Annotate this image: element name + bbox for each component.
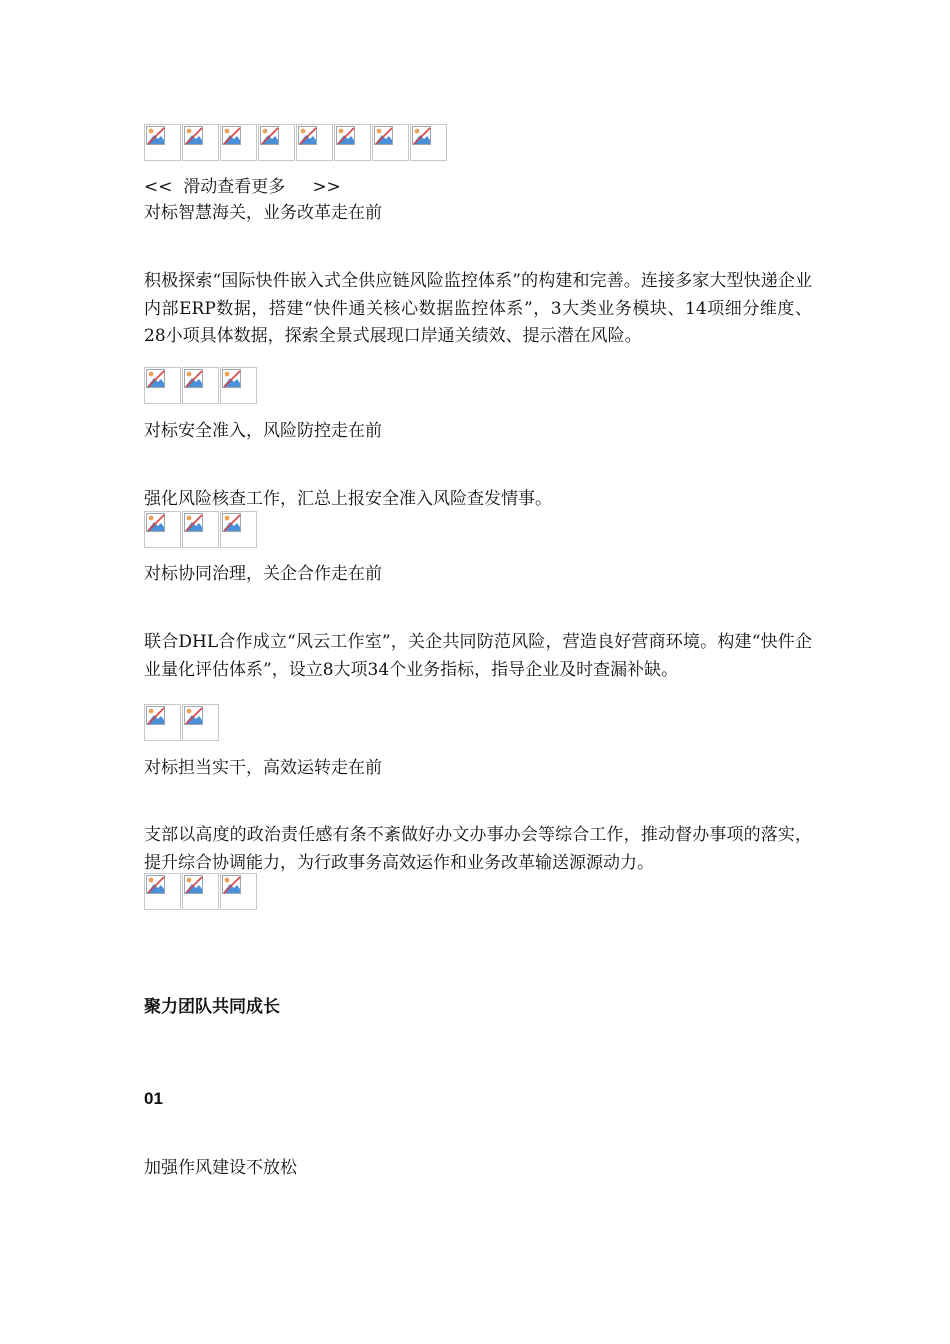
broken-image-icon[interactable] — [372, 124, 409, 161]
broken-image-icon[interactable] — [144, 704, 181, 741]
section-paragraph: 强化风险核查工作，汇总上报安全准入风险查发情事。 — [144, 489, 552, 509]
broken-image-icon[interactable] — [220, 124, 257, 161]
sub-number: 01 — [144, 1089, 163, 1108]
broken-image-icon[interactable] — [220, 873, 257, 910]
section-paragraph: 积极探索“国际快件嵌入式全供应链风险监控体系”的构建和完善。连接多家大型快递企业内部ERP数据，搭建“快件通关核心数据监控体系”，3大类业务模块、14项细分维度、28小项具体数据，探索全景式展现口岸通关绩效、提示潜在风险。 — [144, 271, 812, 346]
section-heading: 对标担当实干，高效运转走在前 — [144, 758, 382, 778]
section-paragraph: 联合DHL合作成立“风云工作室”，关企共同防范风险，营造良好营商环境。构建“快件企业量化评估体系”，设立8大项34个业务指标，指导企业及时查漏补缺。 — [144, 632, 812, 680]
section-heading: 对标安全准入，风险防控走在前 — [144, 421, 382, 441]
broken-image-icon[interactable] — [182, 124, 219, 161]
broken-image-icon[interactable] — [410, 124, 447, 161]
part-title: 聚力团队共同成长 — [144, 997, 280, 1016]
image-gallery[interactable] — [144, 124, 448, 161]
broken-image-icon[interactable] — [182, 367, 219, 404]
broken-image-icon[interactable] — [296, 124, 333, 161]
image-row — [144, 511, 258, 548]
broken-image-icon[interactable] — [334, 124, 371, 161]
broken-image-icon[interactable] — [144, 124, 181, 161]
section-heading: 对标协同治理，关企合作走在前 — [144, 564, 382, 584]
broken-image-icon[interactable] — [220, 367, 257, 404]
broken-image-icon[interactable] — [182, 511, 219, 548]
image-row — [144, 873, 258, 910]
broken-image-icon[interactable] — [144, 367, 181, 404]
section-paragraph: 支部以高度的政治责任感有条不紊做好办文办事办会等综合工作，推动督办事项的落实，提升综合协调能力，为行政事务高效运作和业务改革输送源源动力。 — [144, 825, 812, 873]
broken-image-icon[interactable] — [220, 511, 257, 548]
section-heading: 对标智慧海关，业务改革走在前 — [144, 203, 382, 223]
sub-title: 加强作风建设不放松 — [144, 1158, 297, 1178]
broken-image-icon[interactable] — [144, 873, 181, 910]
broken-image-icon[interactable] — [144, 511, 181, 548]
broken-image-icon[interactable] — [258, 124, 295, 161]
image-row — [144, 367, 258, 404]
broken-image-icon[interactable] — [182, 704, 219, 741]
broken-image-icon[interactable] — [182, 873, 219, 910]
scroll-hint: << 滑动查看更多 >> — [144, 177, 341, 197]
image-row — [144, 704, 220, 741]
